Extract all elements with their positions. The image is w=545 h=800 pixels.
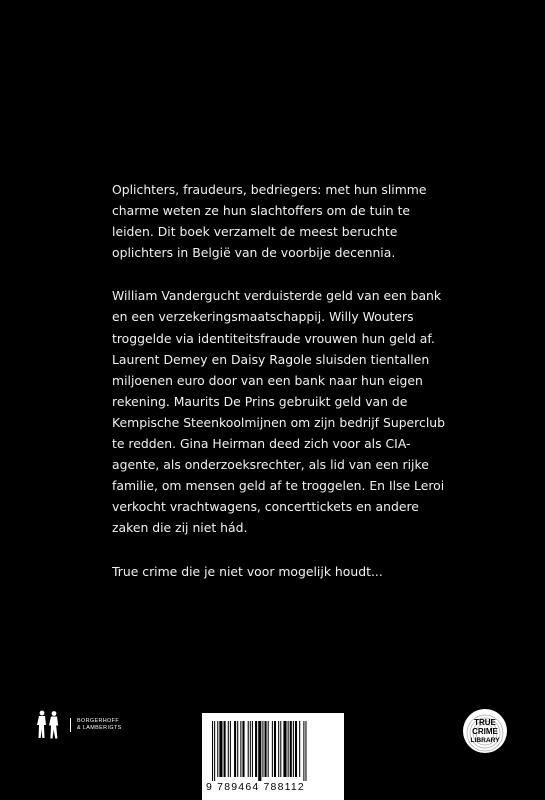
barcode-bar [240, 721, 241, 777]
barcode-bar [272, 721, 273, 777]
barcode-bar [303, 721, 304, 781]
barcode-bar [237, 721, 238, 777]
barcode-bar [219, 721, 222, 777]
barcode-bar [262, 721, 263, 777]
barcode-bar [214, 721, 215, 781]
barcode-bar [212, 721, 213, 781]
publisher-name-line1: BORGERHOFF [77, 718, 120, 724]
back-cover-blurb [112, 179, 446, 604]
barcode-bar [288, 721, 289, 777]
barcode-bar [299, 721, 300, 777]
barcode-bar [242, 721, 244, 777]
barcode-bar [217, 721, 218, 777]
barcode-bar [290, 721, 292, 777]
seal-line2: CRIME [472, 727, 498, 736]
isbn-number: 9 789464 788112 [206, 781, 305, 793]
barcode-bar [293, 721, 294, 777]
publisher-name-line2: & LAMBERIGTS [77, 725, 122, 731]
barcode-bar [305, 721, 306, 781]
barcode-bar [258, 721, 261, 781]
barcode-bars [212, 721, 334, 781]
barcode-bar [228, 721, 229, 777]
barcode-bar [230, 721, 231, 777]
barcode-bar [295, 721, 297, 777]
barcode-bar [278, 721, 279, 777]
barcode-bar [248, 721, 249, 777]
barcode-bar [255, 721, 257, 777]
barcode-bar [234, 721, 236, 777]
barcode-bar [283, 721, 286, 777]
fingerprint-seal-icon [461, 707, 509, 755]
barcode-bar [280, 721, 281, 777]
barcode-bar [224, 721, 226, 777]
blurb-paragraph-cases: William Vandergucht verduisterde geld van een bank en een verzekeringsmaatschappij. Willy Wouters troggelde via identiteitsfraude vrouwen hun geld af. Laurent Demey en Daisy Ragole sluisden tientallen miljoenen euro door van een bank naar hun eigen rekening. Maurits De Prins gebruikt geld van de Kempische Steenkoolmijnen om zijn bedrijf Superclub te redden. Gina Heirman deed zich voor als CIA-agente, als onderzoeksrechter, als lid van een rijke familie, om mensen geld af te troggelen. En Ilse Leroi verkocht vrachtwagens, concerttickets en andere zaken die zij niet hád. [112, 288, 445, 536]
walking-figures-icon [36, 710, 62, 740]
publisher-name [70, 718, 122, 732]
seal-line3: LIBRARY [470, 737, 500, 744]
blurb-paragraph-tagline: True crime die je niet voor mogelijk houdt... [112, 563, 383, 579]
isbn-barcode [202, 713, 344, 800]
barcode-bar [274, 721, 276, 777]
blurb-paragraph-intro: Oplichters, fraudeurs, bedriegers: met hun slimme charme weten ze hun slachtoffers om de tuin te leiden. Dit boek verzamelt de meest beruchte oplichters in België van de voorbije decennia. [112, 182, 427, 261]
barcode-bar [265, 721, 267, 777]
seal-line1: TRUE [474, 718, 496, 727]
barcode-bar [252, 721, 253, 777]
barcode-bar [268, 721, 269, 777]
barcode-bar [250, 721, 251, 777]
publisher-logo [36, 710, 122, 740]
